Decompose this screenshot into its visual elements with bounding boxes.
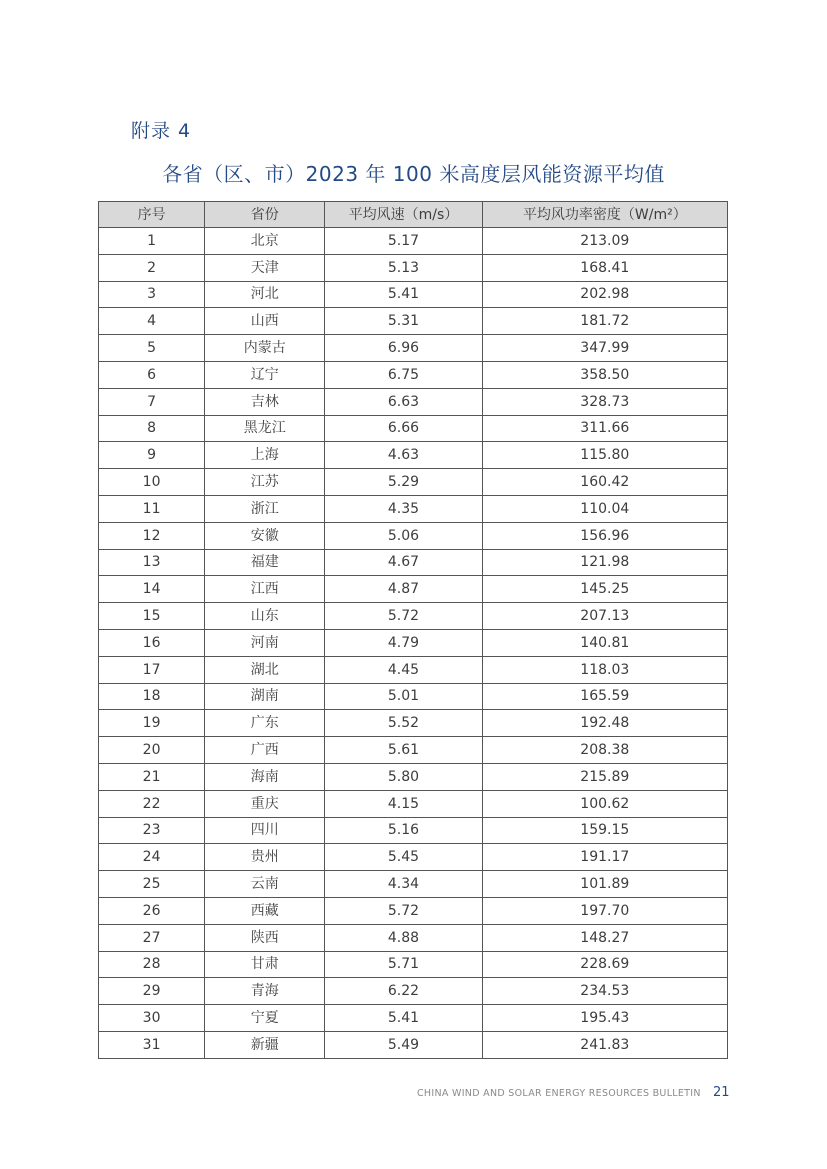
appendix-label: 附录 4 [131, 120, 192, 142]
table-row [99, 308, 728, 335]
cell-seq: 10 [99, 469, 205, 496]
cell-province: 黑龙江 [205, 415, 325, 442]
cell-avg-wind-speed: 6.66 [325, 415, 482, 442]
cell-avg-wind-speed: 5.52 [325, 710, 482, 737]
cell-seq: 25 [99, 871, 205, 898]
cell-seq: 31 [99, 1031, 205, 1058]
cell-avg-wind-power-density: 358.50 [482, 361, 727, 388]
cell-province: 宁夏 [205, 1005, 325, 1032]
cell-seq: 29 [99, 978, 205, 1005]
cell-avg-wind-power-density: 208.38 [482, 737, 727, 764]
cell-seq: 20 [99, 737, 205, 764]
cell-avg-wind-speed: 5.13 [325, 254, 482, 281]
table-row [99, 388, 728, 415]
cell-province: 吉林 [205, 388, 325, 415]
cell-province: 湖南 [205, 683, 325, 710]
table-row [99, 629, 728, 656]
footer-bulletin-name: CHINA WIND AND SOLAR ENERGY RESOURCES BULLETIN [417, 1088, 701, 1099]
table-row [99, 924, 728, 951]
cell-province: 福建 [205, 549, 325, 576]
table-row [99, 415, 728, 442]
table-row [99, 951, 728, 978]
cell-avg-wind-speed: 5.61 [325, 737, 482, 764]
cell-avg-wind-power-density: 118.03 [482, 656, 727, 683]
cell-seq: 16 [99, 629, 205, 656]
table-row [99, 469, 728, 496]
table-body [99, 228, 728, 1059]
cell-avg-wind-speed: 5.06 [325, 522, 482, 549]
table-row [99, 603, 728, 630]
cell-province: 河北 [205, 281, 325, 308]
cell-avg-wind-speed: 6.22 [325, 978, 482, 1005]
table-row [99, 335, 728, 362]
cell-province: 河南 [205, 629, 325, 656]
table-row [99, 897, 728, 924]
cell-avg-wind-power-density: 328.73 [482, 388, 727, 415]
cell-province: 广东 [205, 710, 325, 737]
table-row [99, 817, 728, 844]
table-row [99, 1005, 728, 1032]
cell-seq: 18 [99, 683, 205, 710]
table-row [99, 683, 728, 710]
cell-avg-wind-power-density: 115.80 [482, 442, 727, 469]
wind-resource-table [98, 201, 728, 1059]
cell-seq: 12 [99, 522, 205, 549]
table-row [99, 844, 728, 871]
cell-seq: 14 [99, 576, 205, 603]
cell-seq: 3 [99, 281, 205, 308]
cell-avg-wind-power-density: 148.27 [482, 924, 727, 951]
cell-avg-wind-speed: 5.72 [325, 603, 482, 630]
cell-seq: 8 [99, 415, 205, 442]
cell-seq: 11 [99, 495, 205, 522]
cell-seq: 28 [99, 951, 205, 978]
cell-province: 天津 [205, 254, 325, 281]
cell-province: 海南 [205, 763, 325, 790]
cell-avg-wind-power-density: 234.53 [482, 978, 727, 1005]
table-header-row [99, 202, 728, 228]
table-row [99, 228, 728, 255]
table-row [99, 495, 728, 522]
cell-seq: 9 [99, 442, 205, 469]
cell-seq: 26 [99, 897, 205, 924]
table-row [99, 361, 728, 388]
cell-province: 西藏 [205, 897, 325, 924]
cell-avg-wind-power-density: 202.98 [482, 281, 727, 308]
cell-seq: 4 [99, 308, 205, 335]
cell-province: 云南 [205, 871, 325, 898]
cell-avg-wind-power-density: 213.09 [482, 228, 727, 255]
cell-avg-wind-power-density: 140.81 [482, 629, 727, 656]
cell-avg-wind-speed: 6.96 [325, 335, 482, 362]
cell-avg-wind-speed: 4.15 [325, 790, 482, 817]
cell-province: 内蒙古 [205, 335, 325, 362]
cell-seq: 30 [99, 1005, 205, 1032]
cell-avg-wind-speed: 4.87 [325, 576, 482, 603]
cell-province: 重庆 [205, 790, 325, 817]
cell-avg-wind-power-density: 100.62 [482, 790, 727, 817]
cell-province: 山西 [205, 308, 325, 335]
cell-avg-wind-power-density: 165.59 [482, 683, 727, 710]
cell-seq: 17 [99, 656, 205, 683]
cell-avg-wind-speed: 5.31 [325, 308, 482, 335]
cell-avg-wind-speed: 4.88 [325, 924, 482, 951]
cell-avg-wind-power-density: 195.43 [482, 1005, 727, 1032]
cell-seq: 7 [99, 388, 205, 415]
table-row [99, 254, 728, 281]
cell-province: 辽宁 [205, 361, 325, 388]
cell-seq: 5 [99, 335, 205, 362]
cell-avg-wind-speed: 4.67 [325, 549, 482, 576]
cell-province: 北京 [205, 228, 325, 255]
cell-avg-wind-power-density: 228.69 [482, 951, 727, 978]
cell-avg-wind-power-density: 347.99 [482, 335, 727, 362]
cell-seq: 6 [99, 361, 205, 388]
cell-seq: 1 [99, 228, 205, 255]
cell-avg-wind-power-density: 197.70 [482, 897, 727, 924]
cell-avg-wind-speed: 4.35 [325, 495, 482, 522]
table-row [99, 281, 728, 308]
cell-province: 四川 [205, 817, 325, 844]
table-row [99, 737, 728, 764]
cell-avg-wind-power-density: 101.89 [482, 871, 727, 898]
cell-avg-wind-speed: 5.49 [325, 1031, 482, 1058]
table-row [99, 549, 728, 576]
cell-avg-wind-speed: 5.80 [325, 763, 482, 790]
page-title: 各省（区、市）2023 年 100 米高度层风能资源平均值 [162, 162, 665, 186]
table-row [99, 978, 728, 1005]
cell-avg-wind-speed: 5.72 [325, 897, 482, 924]
table-row [99, 710, 728, 737]
cell-avg-wind-speed: 5.01 [325, 683, 482, 710]
cell-province: 广西 [205, 737, 325, 764]
cell-province: 浙江 [205, 495, 325, 522]
cell-avg-wind-speed: 4.34 [325, 871, 482, 898]
cell-avg-wind-speed: 5.41 [325, 281, 482, 308]
cell-avg-wind-speed: 4.45 [325, 656, 482, 683]
cell-province: 山东 [205, 603, 325, 630]
cell-avg-wind-speed: 5.71 [325, 951, 482, 978]
cell-avg-wind-power-density: 181.72 [482, 308, 727, 335]
header-province: 省份 [205, 202, 325, 228]
cell-seq: 21 [99, 763, 205, 790]
cell-province: 湖北 [205, 656, 325, 683]
table-row [99, 871, 728, 898]
cell-avg-wind-power-density: 159.15 [482, 817, 727, 844]
cell-province: 贵州 [205, 844, 325, 871]
table-row [99, 790, 728, 817]
header-avg-wind-power-density: 平均风功率密度（W/m²） [482, 202, 727, 228]
cell-avg-wind-speed: 6.63 [325, 388, 482, 415]
table-row [99, 1031, 728, 1058]
cell-seq: 22 [99, 790, 205, 817]
cell-avg-wind-power-density: 145.25 [482, 576, 727, 603]
cell-province: 江苏 [205, 469, 325, 496]
cell-province: 青海 [205, 978, 325, 1005]
cell-avg-wind-power-density: 110.04 [482, 495, 727, 522]
table-row [99, 656, 728, 683]
cell-avg-wind-power-density: 121.98 [482, 549, 727, 576]
header-avg-wind-speed: 平均风速（m/s） [325, 202, 482, 228]
cell-province: 江西 [205, 576, 325, 603]
cell-avg-wind-speed: 5.17 [325, 228, 482, 255]
cell-province: 甘肃 [205, 951, 325, 978]
cell-seq: 27 [99, 924, 205, 951]
cell-avg-wind-power-density: 311.66 [482, 415, 727, 442]
cell-avg-wind-power-density: 191.17 [482, 844, 727, 871]
cell-avg-wind-power-density: 168.41 [482, 254, 727, 281]
cell-seq: 13 [99, 549, 205, 576]
cell-avg-wind-speed: 4.79 [325, 629, 482, 656]
cell-seq: 23 [99, 817, 205, 844]
cell-avg-wind-speed: 5.45 [325, 844, 482, 871]
cell-avg-wind-power-density: 215.89 [482, 763, 727, 790]
cell-province: 上海 [205, 442, 325, 469]
cell-seq: 24 [99, 844, 205, 871]
cell-avg-wind-power-density: 207.13 [482, 603, 727, 630]
cell-avg-wind-speed: 5.41 [325, 1005, 482, 1032]
cell-avg-wind-power-density: 241.83 [482, 1031, 727, 1058]
cell-avg-wind-power-density: 156.96 [482, 522, 727, 549]
cell-avg-wind-speed: 4.63 [325, 442, 482, 469]
header-seq: 序号 [99, 202, 205, 228]
table-row [99, 576, 728, 603]
cell-province: 安徽 [205, 522, 325, 549]
cell-seq: 19 [99, 710, 205, 737]
cell-province: 陕西 [205, 924, 325, 951]
table-row [99, 763, 728, 790]
cell-seq: 2 [99, 254, 205, 281]
cell-avg-wind-speed: 5.16 [325, 817, 482, 844]
table-row [99, 522, 728, 549]
cell-avg-wind-power-density: 192.48 [482, 710, 727, 737]
table-header [99, 202, 728, 228]
cell-avg-wind-speed: 5.29 [325, 469, 482, 496]
cell-avg-wind-power-density: 160.42 [482, 469, 727, 496]
cell-province: 新疆 [205, 1031, 325, 1058]
cell-avg-wind-speed: 6.75 [325, 361, 482, 388]
cell-seq: 15 [99, 603, 205, 630]
page-number: 21 [713, 1085, 730, 1100]
table-row [99, 442, 728, 469]
